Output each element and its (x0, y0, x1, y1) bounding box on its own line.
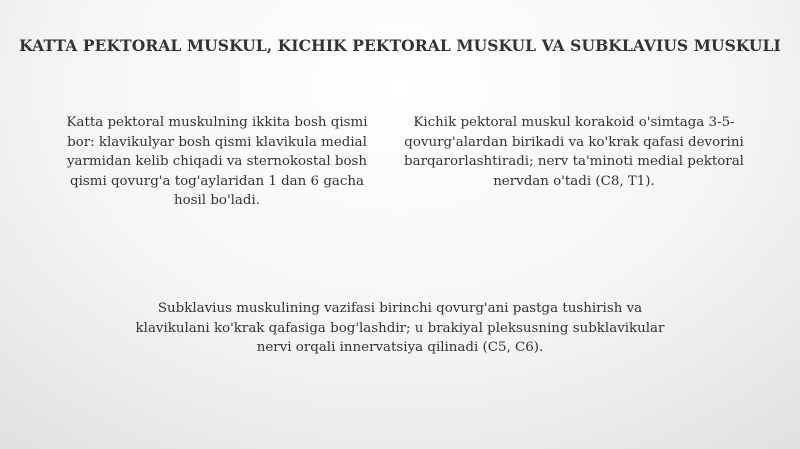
paragraph-pectoralis-minor: Kichik pektoral muskul korakoid o'simtaga 3-5-qovurg'alardan birikadi va ko'krak qafasi devorini barqarorlashtiradi; nerv ta'minoti medial pektoral nervdan o'tadi (C8, T1). (404, 115, 744, 189)
paragraph-pectoralis-major: Katta pektoral muskulning ikkita bosh qismi bor: klavikulyar bosh qismi klavikula medial yarmidan kelib chiqadi va sternokostal bosh qismi qovurg'a tog'aylaridan 1 dan 6 gacha hosil bo'ladi. (66, 115, 368, 208)
slide-title: KATTA PEKTORAL MUSKUL, KICHIK PEKTORAL MUSKUL VA SUBKLAVIUS MUSKULI (19, 36, 781, 55)
paragraph-subclavius: Subklavius muskulining vazifasi birinchi qovurg'ani pastga tushirish va klavikulani ko'krak qafasiga bog'lashdir; u brakiyal pleksusning subklavikular nervi orqali innervatsiya qilinadi (C5, C6). (135, 301, 665, 355)
